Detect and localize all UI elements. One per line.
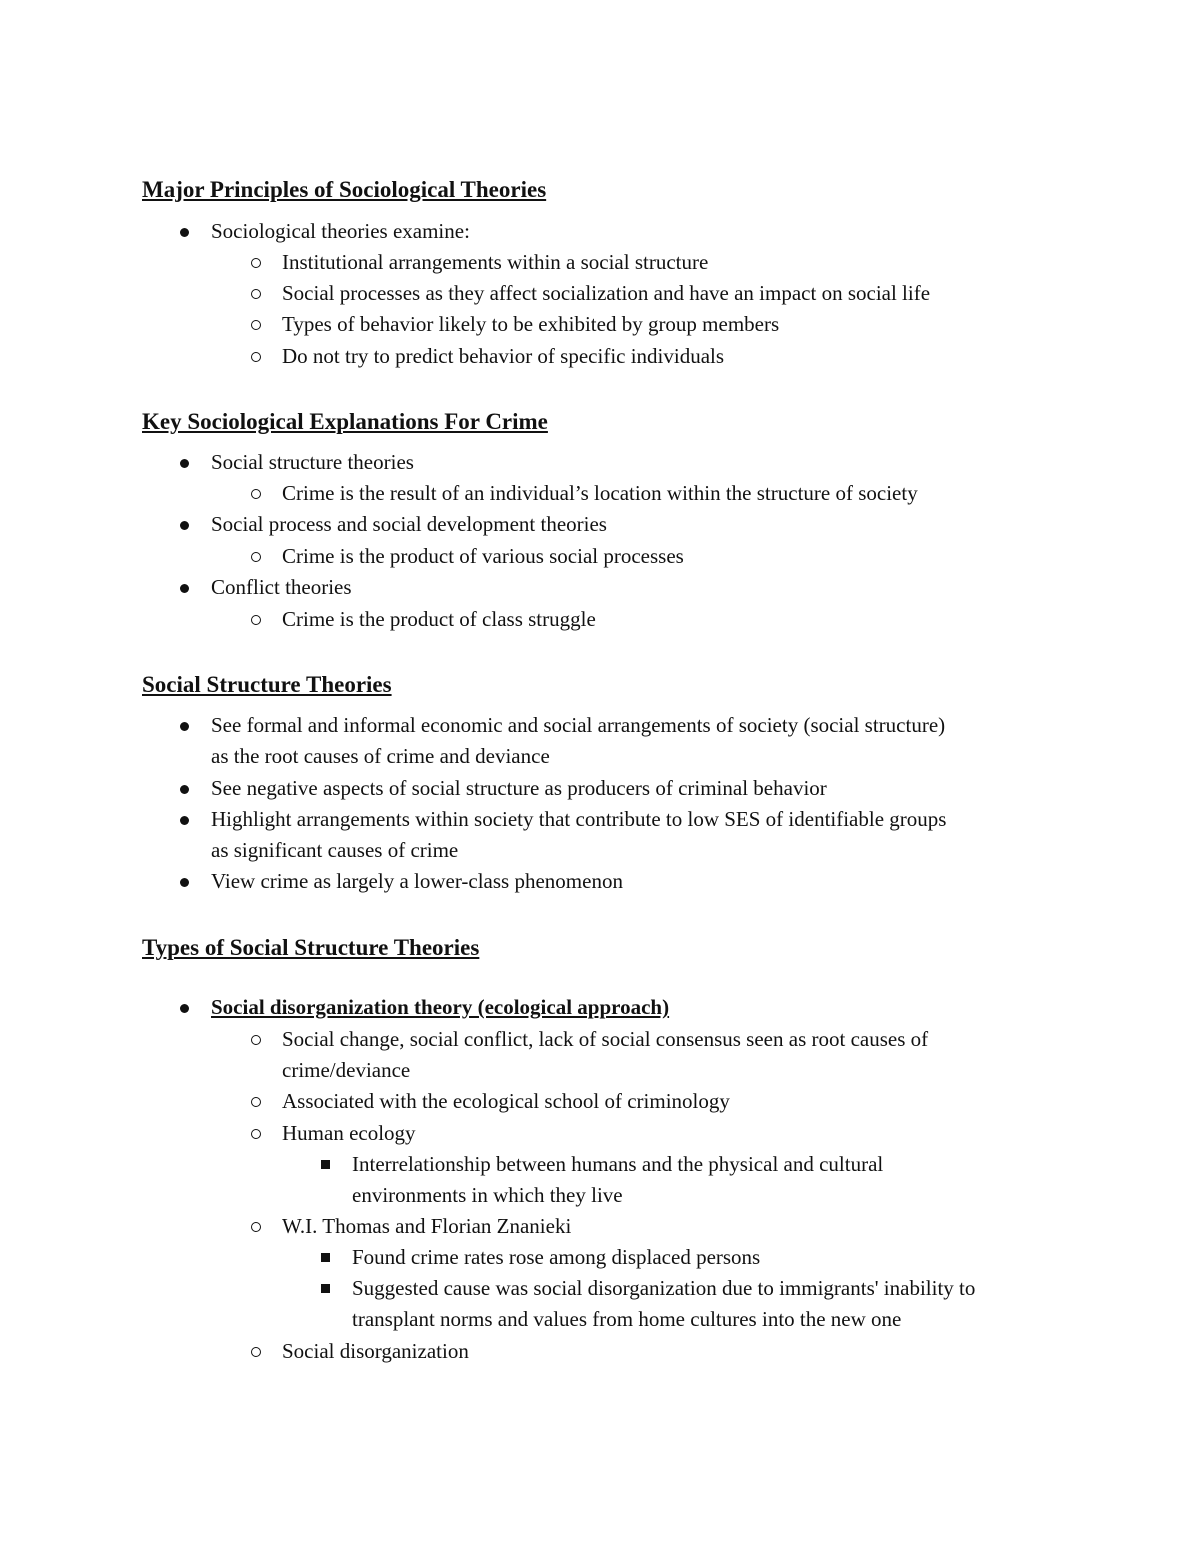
list-item-continuation: environments in which they live <box>352 1183 623 1207</box>
heading-social-structure: Social Structure Theories <box>142 672 392 697</box>
bullet-disc <box>180 1004 189 1013</box>
list-item: See formal and informal economic and social arrangements of society (social structure) <box>211 713 946 737</box>
bullet-disc <box>180 459 189 468</box>
heading-major-principles: Major Principles of Sociological Theories <box>142 177 547 202</box>
list-item: Human ecology <box>282 1121 416 1145</box>
bullet-circle <box>251 552 261 562</box>
bullet-circle <box>251 320 261 330</box>
list-item: Crime is the product of various social processes <box>282 544 684 568</box>
list-item: Social process and social development theories <box>211 512 607 536</box>
list-item: Associated with the ecological school of criminology <box>282 1089 730 1113</box>
bullet-circle <box>251 489 261 499</box>
list-item: Social disorganization <box>282 1339 469 1363</box>
list-item: W.I. Thomas and Florian Znanieki <box>282 1214 572 1238</box>
bullet-circle <box>251 1097 261 1107</box>
heading-types-social-structure: Types of Social Structure Theories <box>142 935 480 960</box>
heading-key-explanations: Key Sociological Explanations For Crime <box>142 409 548 434</box>
bullet-circle <box>251 352 261 362</box>
list-item: Do not try to predict behavior of specific individuals <box>282 344 725 368</box>
list-item: Found crime rates rose among displaced persons <box>352 1245 761 1269</box>
list-item: Crime is the product of class struggle <box>282 607 596 631</box>
list-item: Institutional arrangements within a social structure <box>282 250 709 274</box>
list-item: Conflict theories <box>211 575 352 599</box>
list-item-continuation: crime/deviance <box>282 1058 411 1082</box>
list-item: Interrelationship between humans and the physical and cultural <box>352 1152 884 1176</box>
list-item: Sociological theories examine: <box>211 219 470 243</box>
list-item-continuation: as significant causes of crime <box>211 838 459 862</box>
bullet-disc <box>180 785 189 794</box>
list-item: View crime as largely a lower-class phenomenon <box>211 869 623 893</box>
subheading-social-disorganization: Social disorganization theory (ecological approach) <box>211 995 670 1019</box>
bullet-disc <box>180 521 189 530</box>
list-item: Highlight arrangements within society that contribute to low SES of identifiable groups <box>211 807 947 831</box>
bullet-disc <box>180 584 189 593</box>
list-item-continuation: as the root causes of crime and deviance <box>211 744 550 768</box>
bullet-disc <box>180 228 189 237</box>
bullet-circle <box>251 1222 261 1232</box>
bullet-disc <box>180 816 189 825</box>
list-item: Crime is the result of an individual’s location within the structure of society <box>282 481 918 505</box>
list-item-continuation: transplant norms and values from home cultures into the new one <box>352 1307 902 1331</box>
list-item: Social change, social conflict, lack of social consensus seen as root causes of <box>282 1027 929 1051</box>
list-item: Social processes as they affect socialization and have an impact on social life <box>282 281 931 305</box>
bullet-circle <box>251 1347 261 1357</box>
bullet-disc <box>180 722 189 731</box>
list-item: Types of behavior likely to be exhibited by group members <box>282 312 780 336</box>
bullet-disc <box>180 878 189 887</box>
bullet-circle <box>251 1129 261 1139</box>
bullet-circle <box>251 1035 261 1045</box>
bullet-circle <box>251 258 261 268</box>
list-item: See negative aspects of social structure as producers of criminal behavior <box>211 776 827 800</box>
bullet-circle <box>251 615 261 625</box>
bullet-square <box>321 1160 330 1169</box>
list-item: Social structure theories <box>211 450 414 474</box>
bullet-square <box>321 1284 330 1293</box>
bullet-circle <box>251 289 261 299</box>
bullet-square <box>321 1253 330 1262</box>
list-item: Suggested cause was social disorganization due to immigrants' inability to <box>352 1276 976 1300</box>
